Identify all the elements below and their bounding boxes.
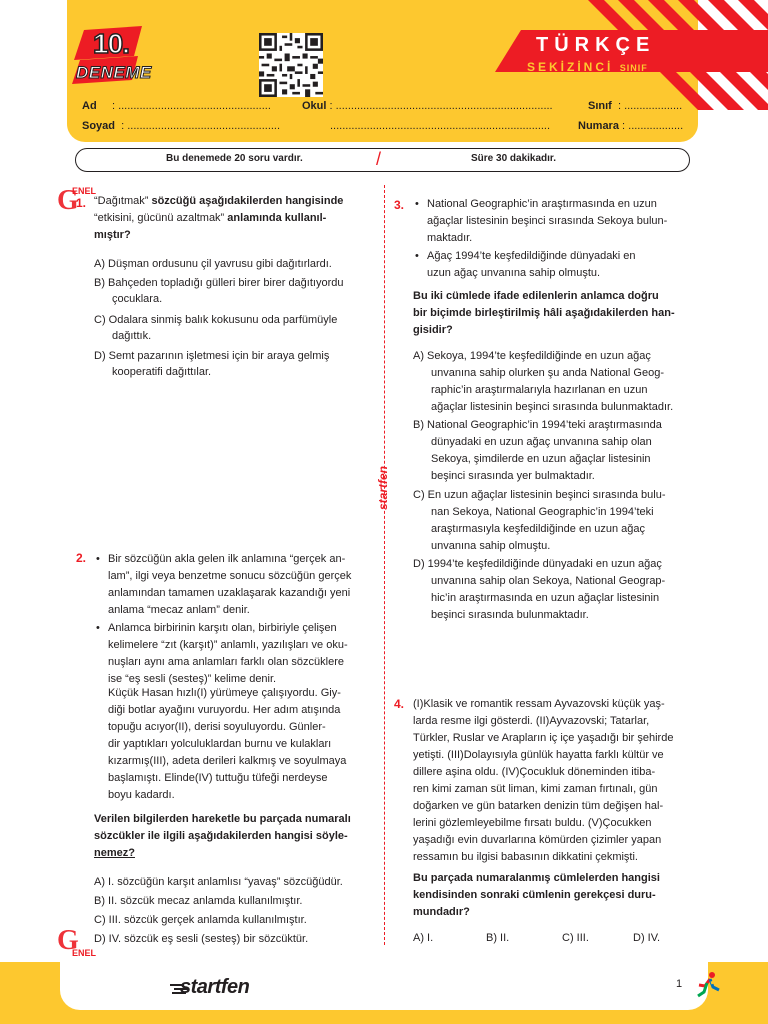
q3-option-b[interactable] [413, 417, 695, 485]
q3-q-l2: bir biçimde birleştirilmiş hâli aşağıdakilerden han- [413, 307, 675, 319]
q4-p-l6: ren kimi zaman süt liman, kimi zaman fırtınalı, gün [413, 783, 658, 795]
q3-option-d[interactable] [413, 556, 695, 624]
q4-option-c[interactable]: C) III. [562, 932, 589, 944]
field-ad: Ad : .................................................. [82, 100, 271, 112]
q4-p-l5: dillere aşina oldu. (IV)Çocukluk döneminden itiba- [413, 766, 656, 778]
q1-option-b[interactable]: B) Bahçeden topladığı gülleri birer birer dağıtıyordu [94, 277, 344, 289]
q3-c-l4: unvanına sahip olmuştu. [431, 540, 551, 552]
q3-d-l1: D) 1994’te keşfedildiğinde dünyadaki en uzun ağaç [413, 558, 662, 570]
q4-question [413, 870, 695, 921]
q2-b2-l4: ise “eş sesli (sesteş)” kelime denir. [108, 673, 277, 685]
q4-p-l2: larda resme ilgi gösterdi. (II)Ayvazovski; Tatarlar, [413, 715, 650, 727]
q4-p-l4: yetişti. (III)Dolayısıyla günlük hayatta farklı kültür ve [413, 749, 664, 761]
q3-option-c[interactable] [413, 487, 695, 555]
q4-p-l3: Türkler, Ruslar ve Arapların iç içe yaşadığı bir şehirde [413, 732, 674, 744]
q3-b1-l2: ağaçlar listesinin beşinci sırasında Sekoya bulun- [427, 215, 668, 227]
q2-question [94, 811, 374, 862]
q2-passage [108, 685, 374, 804]
subject-title: TÜRKÇE [536, 34, 656, 56]
q1-stem-d: anlamında kullanıl- [227, 212, 327, 224]
grade-text: SEKİZİNCİ [527, 60, 614, 74]
q2-b2-l2: kelimelere “zıt (karşıt)” anlamlı, yazılışları ve oku- [108, 639, 348, 651]
q2-p-l7: boyu kadardı. [108, 789, 175, 801]
info-question-count: Bu denemede 20 soru vardır. [166, 153, 303, 164]
q3-question [413, 288, 693, 339]
q4-q-l3: mundadır? [413, 906, 470, 918]
q3-q-l1: Bu iki cümlede ifade edilenlerin anlamca doğru [413, 290, 659, 302]
q3-c-l3: araştırmasıyla keşfedildiğinde en uzun ağaç [431, 523, 646, 535]
q2-option-b[interactable]: B) II. sözcük mecaz anlamda kullanılmıştır. [94, 895, 303, 907]
q2-p-l3: topuğu acıyor(II), derisi soyuluyordu. Günler- [108, 721, 326, 733]
qr-code[interactable] [259, 33, 323, 97]
info-duration: Süre 30 dakikadır. [471, 153, 557, 164]
genel-label-top: ENEL [72, 186, 97, 196]
genel-icon-top: G [57, 185, 79, 216]
deneme-word: DENEME [76, 63, 152, 82]
q1-number: 1. [76, 196, 87, 210]
q1-stem-c: “etkisini, gücünü azaltmak” [94, 212, 225, 224]
q3-b2-l2: uzun ağaç unvanına sahip olmuştu. [427, 267, 601, 279]
q2-bullet-1 [108, 551, 374, 619]
q3-b-l3: Sekoya, şimdilerde en uzun ağaçlar listesinin [431, 453, 651, 465]
q3-option-a[interactable] [413, 348, 695, 416]
q4-p-l9: yaşadığı evin duvarlarına kömürden çizimler yapan [413, 834, 662, 846]
q2-b2-l1: Anlamca birbirinin karşıtı olan, birbiriyle çelişen [108, 622, 337, 634]
genel-label-bottom: ENEL [72, 948, 97, 958]
q1-option-b-cont: çocuklara. [112, 293, 163, 305]
q2-p-l4: dir yaptıkları yolculuklardan burnu ve kulakları [108, 738, 332, 750]
q3-b2-l1: Ağaç 1994’te keşfedildiğinde dünyadaki en [427, 250, 636, 262]
q1-option-c[interactable]: C) Odalara sinmiş balık kokusunu oda parfümüyle [94, 314, 338, 326]
q3-b-l4: beşinci sırasında yer bulmaktadır. [431, 470, 595, 482]
q1-stem-e: mıştır? [94, 229, 131, 241]
genel-icon-bottom: G [57, 925, 79, 956]
q2-number: 2. [76, 551, 87, 565]
q4-q-l1: Bu parçada numaralanmış cümlelerden hangisi [413, 872, 660, 884]
field-soyad: Soyad : .................................................. [82, 120, 281, 132]
q2-option-a[interactable]: A) I. sözcüğün karşıt anlamlısı “yavaş” sözcüğüdür. [94, 876, 343, 888]
q1-stem-a: “Dağıtmak” [94, 195, 149, 207]
q2-b1-l4: anlama “mecaz anlam” denir. [108, 604, 250, 616]
q4-p-l10: ressamın bu ilgisi babasının dikkatini çekmişti. [413, 851, 638, 863]
deneme-number: 10. [93, 28, 129, 59]
field-okul: Okul : ....................................................................... [302, 100, 553, 112]
field-numara-label: Numara [578, 120, 619, 132]
q3-bullet-1 [427, 196, 693, 247]
info-divider: / [376, 149, 382, 169]
field-numara: Numara : .................. [578, 120, 684, 132]
q3-b-l1: B) National Geographic’in 1994’teki araştırmasında [413, 419, 662, 431]
q3-d-l2: unvanına sahip olan Sekoya, National Geograp- [431, 575, 666, 587]
q3-a-l1: A) Sekoya, 1994’te keşfedildiğinde en uzun ağaç [413, 350, 651, 362]
q4-q-l2: kendisinden sonraki cümlenin gerekçesi duru- [413, 889, 656, 901]
field-sinif-label: Sınıf [588, 100, 612, 112]
q3-a-l2: unvanına sahip olurken şu anda National Geog- [431, 367, 664, 379]
q1-option-d-cont: kooperatifi dağıttılar. [112, 366, 212, 378]
q4-p-l8: lerini gözlemleyebilme fırsatı buldu. (V)Çocukken [413, 817, 652, 829]
q2-option-d[interactable]: D) IV. sözcük eş sesli (sesteş) bir sözcüktür. [94, 933, 309, 945]
q3-bullet-2 [427, 248, 693, 282]
q3-a-l3: raphic’in araştırmalarıyla hazırlanan en uzun [431, 384, 648, 396]
q2-option-c[interactable]: C) III. sözcük gerçek anlamda kullanılmıştır. [94, 914, 307, 926]
q4-passage [413, 696, 695, 866]
q2-p-l1: Küçük Hasan hızlı(I) yürümeye çalışıyordu. Giy- [108, 687, 341, 699]
q2-q-l3: nemez? [94, 847, 135, 859]
q4-option-b[interactable]: B) II. [486, 932, 510, 944]
q2-p-l5: kızarmış(III), adeta derileri kalkmış ve soyulmaya [108, 755, 347, 767]
q2-b2-l3: nuşları aynı ama anlamları farklı olan sözcüklere [108, 656, 344, 668]
q1-option-c-cont: dağıttık. [112, 330, 152, 342]
grade-suffix: SINIF [619, 63, 648, 73]
q3-d-l4: beşinci sırasında bulunmaktadır. [431, 609, 589, 621]
q2-p-l6: başlamıştı. Elinde(IV) tuttuğu tüfeği nerdeyse [108, 772, 328, 784]
q1-option-d[interactable]: D) Semt pazarının işletmesi için bir araya gelmiş [94, 350, 330, 362]
q1-option-a[interactable]: A) Düşman ordusunu çil yavrusu gibi dağıtırlardı. [94, 258, 332, 270]
q3-d-l3: hic’in araştırmasında en uzun ağaçlar listesinin [431, 592, 660, 604]
q3-b1-l3: maktadır. [427, 232, 473, 244]
q4-number: 4. [394, 697, 405, 711]
q4-option-a[interactable]: A) I. [413, 932, 434, 944]
side-brand: startfen [376, 465, 390, 510]
q2-b1-l2: lam”, ilgi veya benzetme sonucu sözcüğün gerçek [108, 570, 352, 582]
field-soyad-label: Soyad [82, 120, 116, 132]
runner-icon [693, 970, 723, 1000]
q4-option-d[interactable]: D) IV. [633, 932, 661, 944]
q3-number: 3. [394, 198, 405, 212]
q3-a-l4: ağaçlar listesinin beşinci sırasında bulunmaktadır. [431, 401, 674, 413]
field-ad-label: Ad [82, 100, 97, 112]
footer-brand: startfen [180, 976, 250, 998]
field-sinif: Sınıf : ................... [588, 100, 683, 112]
field-okul-label: Okul [302, 100, 327, 112]
field-okul-line2: ........................................................................ [330, 120, 551, 132]
q2-bullet-2 [108, 620, 374, 688]
q2-b1-l3: anlamından tamamen uzaklaşarak kazandığı yeni [108, 587, 351, 599]
page-number: 1 [676, 978, 683, 990]
q4-p-l1: (I)Klasik ve romantik ressam Ayvazovski küçük yaş- [413, 698, 665, 710]
q3-b-l2: dünyadaki en uzun ağaç unvanına sahip olan [431, 436, 652, 448]
q3-c-l1: C) En uzun ağaçlar listesinin beşinci sırasında bulu- [413, 489, 666, 501]
q2-b1-l1: Bir sözcüğün akla gelen ilk anlamına “gerçek an- [108, 553, 346, 565]
q1-stem-b: sözcüğü aşağıdakilerden hangisinde [151, 195, 344, 207]
q3-b1-l1: National Geographic’in araştırmasında en uzun [427, 198, 657, 210]
q2-q-l2: sözcükler ile ilgili aşağıdakilerden hangisi söyle- [94, 830, 348, 842]
footer-panel [60, 962, 708, 1010]
column-divider [384, 185, 385, 945]
q3-c-l2: nan Sekoya, National Geographic’in 1994’teki [431, 506, 654, 518]
q4-p-l7: doğarken ve gün batarken denizin tüm değişen hal- [413, 800, 664, 812]
q1-stem [94, 193, 374, 244]
q2-p-l2: diği botlar ayağını vuruyordu. Her adım atışında [108, 704, 341, 716]
grade-label [527, 60, 648, 74]
q2-q-l1: Verilen bilgilerden hareketle bu parçada numaralı [94, 813, 351, 825]
q3-q-l3: gisidir? [413, 324, 453, 336]
